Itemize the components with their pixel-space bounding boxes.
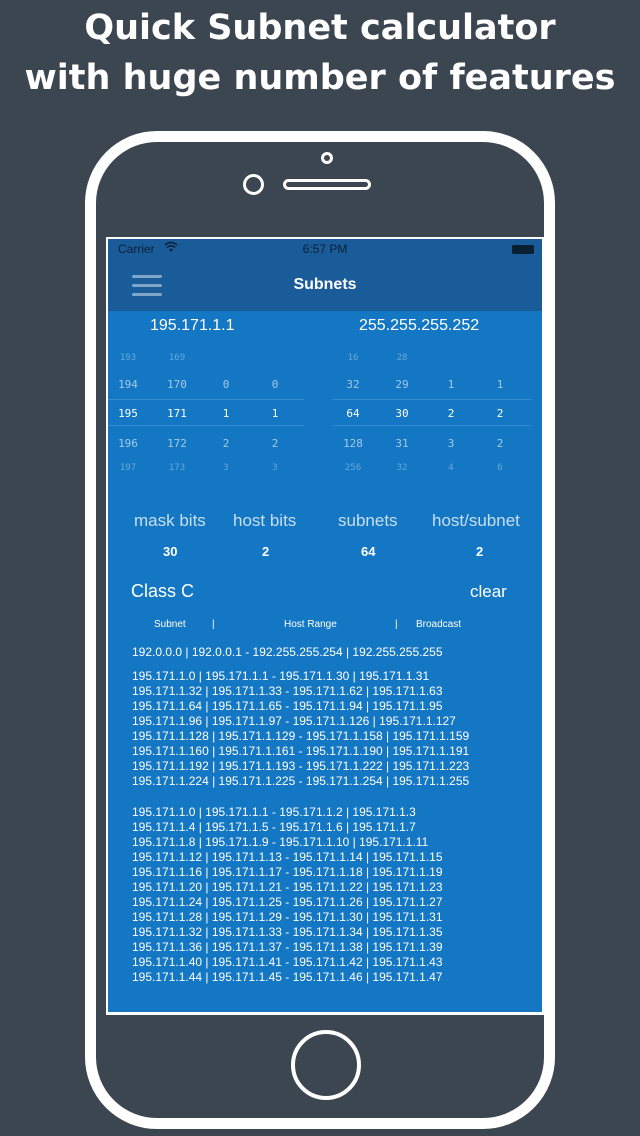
picker-value: 1 bbox=[222, 407, 230, 420]
clear-button[interactable]: clear bbox=[470, 582, 507, 601]
subnet-row: 195.171.1.32 | 195.171.1.33 - 195.171.1.62 | 195.171.1.63 bbox=[132, 684, 443, 698]
picker-value: 196 bbox=[118, 437, 138, 450]
picker-value: 2 bbox=[496, 437, 504, 450]
status-time: 6:57 PM bbox=[302, 242, 348, 256]
subnet-mask-field[interactable]: 255.255.255.252 bbox=[359, 317, 480, 334]
subnet-row: 195.171.1.36 | 195.171.1.37 - 195.171.1.38 | 195.171.1.39 bbox=[132, 940, 443, 954]
picker-row[interactable] bbox=[333, 378, 531, 398]
picker-row[interactable] bbox=[108, 407, 304, 427]
picker-selection-line bbox=[333, 425, 531, 426]
subnet-row: 195.171.1.44 | 195.171.1.45 - 195.171.1.46 | 195.171.1.47 bbox=[132, 970, 443, 984]
picker-value: 2 bbox=[222, 437, 230, 450]
picker-value: 256 bbox=[344, 463, 362, 473]
subnet-row: 195.171.1.12 | 195.171.1.13 - 195.171.1.14 | 195.171.1.15 bbox=[132, 850, 443, 864]
picker-value: 1 bbox=[496, 378, 504, 391]
picker-value: 3 bbox=[447, 437, 455, 450]
home-button[interactable] bbox=[291, 1030, 361, 1100]
picker-value: 3 bbox=[223, 463, 229, 473]
picker-value: 193 bbox=[119, 353, 137, 363]
picker-value: 0 bbox=[222, 378, 230, 391]
picker-value: 30 bbox=[395, 407, 409, 420]
picker-row[interactable] bbox=[333, 353, 531, 373]
picker-row[interactable] bbox=[333, 437, 531, 457]
column-separator: | bbox=[395, 619, 398, 630]
picker-row[interactable] bbox=[108, 353, 304, 373]
picker-row[interactable] bbox=[333, 407, 531, 427]
picker-value: 171 bbox=[167, 407, 187, 420]
mask-bits-label: mask bits bbox=[134, 511, 206, 530]
picker-row[interactable] bbox=[108, 463, 304, 483]
subnet-row: 195.171.1.64 | 195.171.1.65 - 195.171.1.94 | 195.171.1.95 bbox=[132, 699, 443, 713]
front-sensor bbox=[321, 152, 333, 164]
mask-bits-value: 30 bbox=[163, 544, 178, 559]
picker-value: 170 bbox=[167, 378, 187, 391]
picker-selection-line bbox=[108, 425, 304, 426]
picker-value: 2 bbox=[271, 437, 279, 450]
subnets-label: subnets bbox=[338, 511, 398, 530]
subnet-row: 195.171.1.160 | 195.171.1.161 - 195.171.1.190 | 195.171.1.191 bbox=[132, 744, 470, 758]
subnet-row: 195.171.1.192 | 195.171.1.193 - 195.171.1.222 | 195.171.1.223 bbox=[132, 759, 470, 773]
picker-row[interactable] bbox=[333, 463, 531, 483]
host-range-column-header: Host Range bbox=[284, 619, 337, 630]
picker-value: 173 bbox=[168, 463, 186, 473]
picker-value: 28 bbox=[396, 353, 408, 363]
phone-screen bbox=[106, 237, 545, 1015]
ip-octet-picker[interactable] bbox=[108, 345, 304, 487]
picker-value: 1 bbox=[447, 378, 455, 391]
picker-value: 6 bbox=[497, 463, 503, 473]
picker-row[interactable] bbox=[108, 378, 304, 398]
promo-headline-line1: Quick Subnet calculator bbox=[84, 8, 556, 48]
carrier-label: Carrier bbox=[118, 242, 155, 256]
subnet-row: 195.171.1.96 | 195.171.1.97 - 195.171.1.126 | 195.171.1.127 bbox=[132, 714, 456, 728]
picker-row[interactable] bbox=[108, 437, 304, 457]
host-bits-label: host bits bbox=[233, 511, 297, 530]
picker-value: 2 bbox=[447, 407, 455, 420]
picker-value: 32 bbox=[346, 378, 360, 391]
network-class-label: Class C bbox=[131, 581, 195, 601]
picker-value: 16 bbox=[347, 353, 359, 363]
picker-value: 1 bbox=[271, 407, 279, 420]
subnet-app bbox=[108, 239, 542, 1012]
subnet-row: 195.171.1.16 | 195.171.1.17 - 195.171.1.18 | 195.171.1.19 bbox=[132, 865, 443, 879]
subnet-row: 195.171.1.4 | 195.171.1.5 - 195.171.1.6 | 195.171.1.7 bbox=[132, 820, 416, 834]
picker-value: 3 bbox=[272, 463, 278, 473]
picker-value: 32 bbox=[396, 463, 408, 473]
picker-value: 194 bbox=[118, 378, 138, 391]
front-camera bbox=[243, 174, 264, 195]
picker-value: 128 bbox=[343, 437, 363, 450]
picker-value: 195 bbox=[118, 407, 138, 420]
subnet-row: 195.171.1.28 | 195.171.1.29 - 195.171.1.30 | 195.171.1.31 bbox=[132, 910, 443, 924]
subnet-column-header: Subnet bbox=[154, 619, 186, 630]
picker-value: 64 bbox=[346, 407, 360, 420]
battery-icon bbox=[512, 245, 534, 254]
host-per-subnet-label: host/subnet bbox=[432, 511, 520, 530]
subnet-row: 195.171.1.224 | 195.171.1.225 - 195.171.1.254 | 195.171.1.255 bbox=[132, 774, 470, 788]
picker-selection-line bbox=[333, 399, 531, 400]
mask-octet-picker[interactable] bbox=[333, 345, 531, 487]
navigation-bar bbox=[108, 259, 542, 311]
host-bits-value: 2 bbox=[262, 544, 270, 559]
subnet-row: 195.171.1.0 | 195.171.1.1 - 195.171.1.2 | 195.171.1.3 bbox=[132, 805, 416, 819]
picker-value: 172 bbox=[167, 437, 187, 450]
picker-value: 169 bbox=[168, 353, 186, 363]
status-bar bbox=[108, 239, 542, 259]
picker-value: 197 bbox=[119, 463, 137, 473]
column-separator: | bbox=[212, 619, 215, 630]
subnet-row: 195.171.1.0 | 195.171.1.1 - 195.171.1.30 | 195.171.1.31 bbox=[132, 669, 430, 683]
subnet-row: 195.171.1.40 | 195.171.1.41 - 195.171.1.42 | 195.171.1.43 bbox=[132, 955, 443, 969]
ip-address-field[interactable]: 195.171.1.1 bbox=[150, 317, 235, 334]
broadcast-column-header: Broadcast bbox=[416, 619, 462, 630]
earpiece-speaker bbox=[283, 179, 371, 190]
subnet-row: 195.171.1.32 | 195.171.1.33 - 195.171.1.34 | 195.171.1.35 bbox=[132, 925, 443, 939]
picker-value: 0 bbox=[271, 378, 279, 391]
picker-value: 29 bbox=[395, 378, 409, 391]
picker-value: 31 bbox=[395, 437, 409, 450]
subnet-row: 195.171.1.128 | 195.171.1.129 - 195.171.1.158 | 195.171.1.159 bbox=[132, 729, 470, 743]
subnet-row: 195.171.1.20 | 195.171.1.21 - 195.171.1.22 | 195.171.1.23 bbox=[132, 880, 443, 894]
subnet-row: 195.171.1.8 | 195.171.1.9 - 195.171.1.10 | 195.171.1.11 bbox=[132, 835, 429, 849]
page-title: Subnets bbox=[293, 276, 357, 293]
class-network-line: 192.0.0.0 | 192.0.0.1 - 192.255.255.254 | 192.255.255.255 bbox=[132, 645, 443, 659]
host-per-subnet-value: 2 bbox=[476, 544, 484, 559]
promo-headline-line2: with huge number of features bbox=[24, 58, 616, 98]
subnets-value: 64 bbox=[361, 544, 376, 559]
subnet-row: 195.171.1.24 | 195.171.1.25 - 195.171.1.26 | 195.171.1.27 bbox=[132, 895, 443, 909]
picker-selection-line bbox=[108, 399, 304, 400]
picker-value: 4 bbox=[448, 463, 454, 473]
picker-value: 2 bbox=[496, 407, 504, 420]
